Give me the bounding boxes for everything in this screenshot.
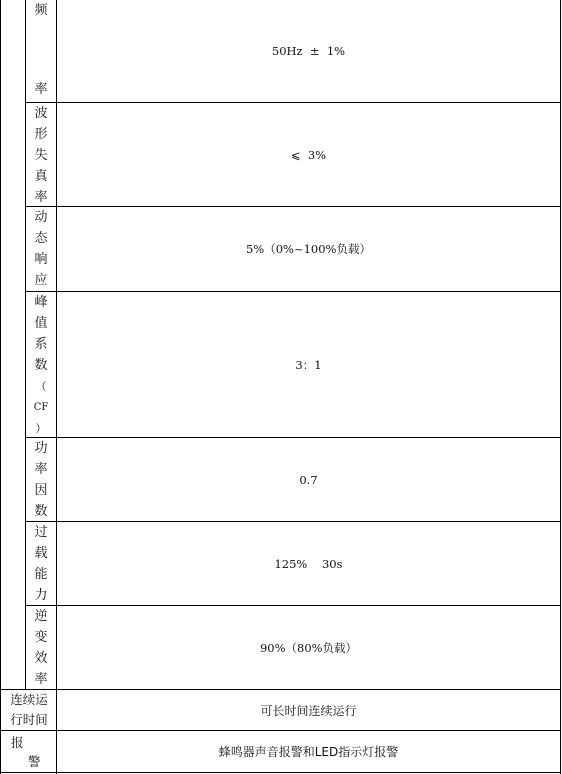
label-char: 值 bbox=[34, 316, 48, 331]
value-power-factor: 0.7 bbox=[299, 472, 318, 487]
value-inverter-efficiency: 90%（80%负载） bbox=[259, 640, 358, 655]
label-char: 能 bbox=[34, 567, 48, 582]
table-border-bottom bbox=[0, 772, 561, 773]
label-char: 效 bbox=[34, 651, 48, 666]
row-label-crest-factor bbox=[26, 292, 56, 437]
label-char: 频 bbox=[34, 3, 48, 18]
label-char: 功 bbox=[34, 441, 48, 456]
label-char: 失 bbox=[34, 148, 48, 163]
value-dynamic-response: 5%（0%~100%负载） bbox=[245, 242, 371, 256]
label-char: 警 bbox=[28, 754, 41, 769]
row-label-power-factor bbox=[26, 438, 56, 521]
label-char: 数 bbox=[34, 504, 48, 519]
row-label-dynamic-response bbox=[26, 207, 56, 291]
label-char: 系 bbox=[34, 337, 48, 352]
table-border-right bbox=[560, 0, 561, 774]
row-label-alarm bbox=[2, 731, 56, 772]
label-line: 行时间 bbox=[10, 712, 48, 727]
label-char: 应 bbox=[34, 273, 48, 288]
label-char: 率 bbox=[34, 82, 48, 97]
row-label-waveform-distortion bbox=[26, 103, 56, 206]
label-char: 真 bbox=[34, 169, 48, 184]
value-crest-factor: 3：1 bbox=[295, 357, 322, 372]
table-border-left bbox=[0, 0, 1, 774]
value-waveform-distortion: ⩽ 3% bbox=[290, 147, 327, 162]
label-char: 响 bbox=[34, 252, 48, 267]
label-char: 过 bbox=[34, 525, 48, 540]
value-alarm: 蜂鸣器声音报警和LED指示灯报警 bbox=[218, 745, 399, 759]
label-char: 逆 bbox=[34, 609, 48, 624]
label-char: 峰 bbox=[34, 295, 48, 310]
label-char: ） bbox=[35, 422, 47, 435]
row-label-inverter-efficiency bbox=[26, 606, 56, 689]
value-overload-capacity: 125% 30s bbox=[274, 556, 343, 571]
row-label-continuous-runtime bbox=[3, 690, 55, 730]
label-char: （ bbox=[35, 380, 47, 393]
label-char: 态 bbox=[34, 231, 48, 246]
label-char: 数 bbox=[34, 358, 48, 373]
label-char: 变 bbox=[34, 630, 48, 645]
label-char: 因 bbox=[34, 483, 48, 498]
row-label-frequency bbox=[26, 0, 56, 102]
label-char: 率 bbox=[34, 672, 48, 687]
row-label-overload-capacity bbox=[26, 522, 56, 605]
label-char: 动 bbox=[34, 210, 48, 225]
value-continuous-runtime: 可长时间连续运行 bbox=[260, 703, 357, 718]
label-char: 形 bbox=[34, 127, 48, 142]
label-char: 率 bbox=[34, 462, 48, 477]
label-char: 波 bbox=[34, 106, 48, 121]
label-char: 率 bbox=[34, 190, 48, 205]
label-char: 载 bbox=[34, 546, 48, 561]
label-char: 力 bbox=[34, 588, 48, 603]
value-frequency: 50Hz ± 1% bbox=[271, 44, 346, 58]
label-char: CF bbox=[33, 402, 49, 413]
label-line: 连续运 bbox=[10, 692, 48, 707]
label-char: 报 bbox=[11, 735, 24, 750]
